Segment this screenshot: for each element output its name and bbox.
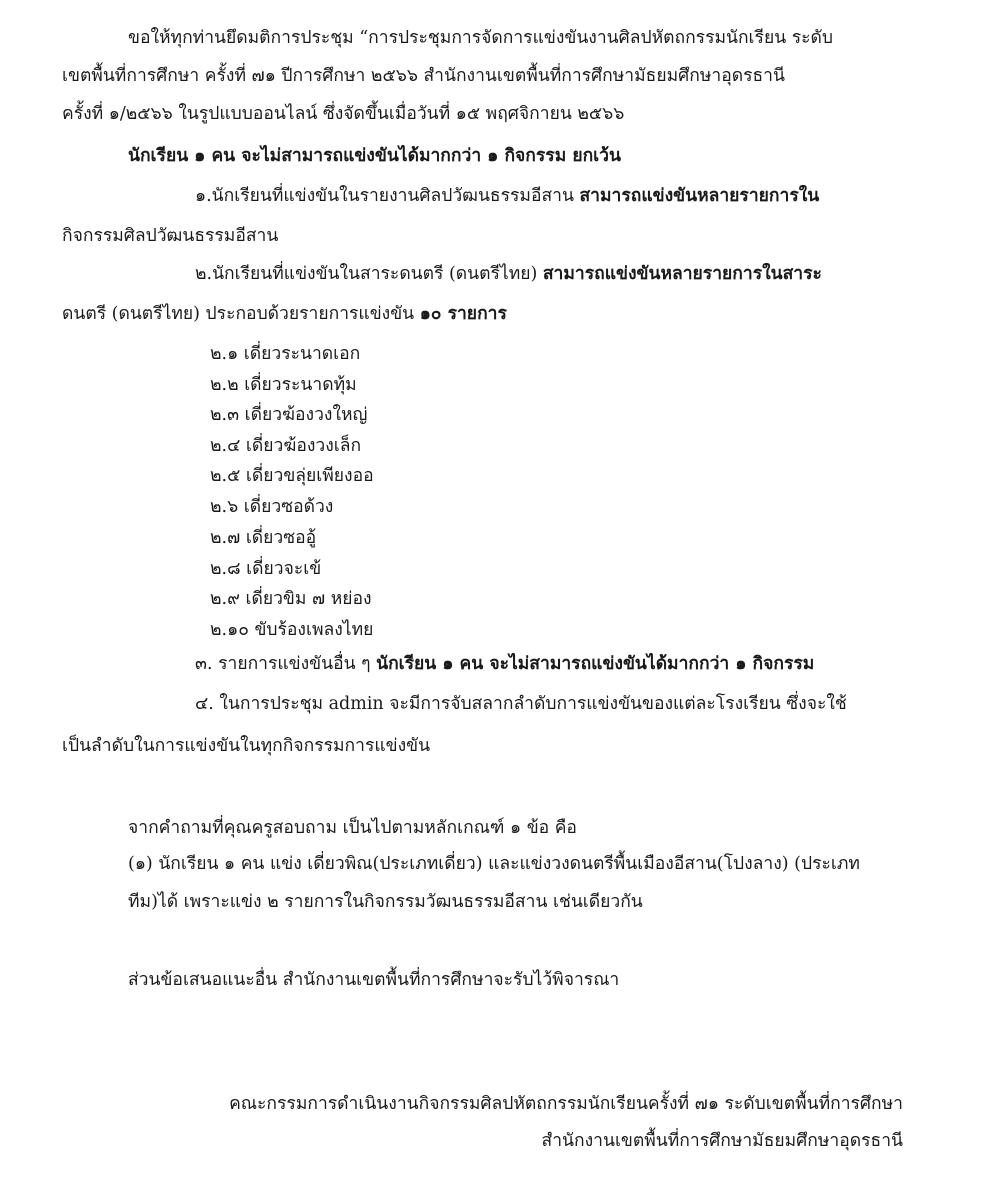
item-4-line-1: ๔. ในการประชุม admin จะมีการจับสลากลำดับการแข่งขันของแต่ละโรงเรียน ซึ่งจะใช้ bbox=[195, 694, 847, 714]
answer-line-3: ทีม)ได้ เพราะแข่ง ๒ รายการในกิจกรรมวัฒนธรรมอีสาน เช่นเดียวกัน bbox=[128, 892, 643, 912]
item-3-emphasis: นักเรียน ๑ คน จะไม่สามารถแข่งขันได้มากกว่า ๑ กิจกรรม bbox=[376, 654, 815, 674]
list-item: ๒.๑๐ ขับร้องเพลงไทย bbox=[210, 620, 374, 640]
item-1-line-1 bbox=[195, 188, 819, 206]
list-item: ๒.๔ เดี่ยวฆ้องวงเล็ก bbox=[210, 436, 362, 456]
intro-line-3: ครั้งที่ ๑/๒๕๖๖ ในรูปแบบออนไลน์ ซึ่งจัดขึ้นเมื่อวันที่ ๑๕ พฤศจิกายน ๒๕๖๖ bbox=[62, 104, 625, 124]
item-1-line-2: กิจกรรมศิลปวัฒนธรรมอีสาน bbox=[62, 226, 279, 246]
item-3-text: ๓. รายการแข่งขันอื่น ๆ bbox=[195, 654, 377, 674]
rule-heading: นักเรียน ๑ คน จะไม่สามารถแข่งขันได้มากกว่า ๑ กิจกรรม ยกเว้น bbox=[128, 146, 621, 166]
other-note: ส่วนข้อเสนอแนะอื่น สำนักงานเขตพื้นที่การศึกษาจะรับไว้พิจารณา bbox=[128, 970, 620, 990]
item-2-text: ๒.นักเรียนที่แข่งขันในสาระดนตรี (ดนตรีไทย) bbox=[195, 264, 543, 284]
list-item: ๒.๒ เดี่ยวระนาดทุ้ม bbox=[210, 375, 357, 395]
item-2-line-2 bbox=[62, 306, 507, 324]
item-1-text: ๑.นักเรียนที่แข่งขันในรายงานศิลปวัฒนธรรมอีสาน bbox=[195, 186, 580, 206]
item-2-line-1 bbox=[195, 266, 822, 284]
signature-line-2: สำนักงานเขตพื้นที่การศึกษามัธยมศึกษาอุดรธานี bbox=[541, 1131, 903, 1151]
list-item: ๒.๗ เดี่ยวซออู้ bbox=[210, 528, 317, 548]
item-1-emphasis: สามารถแข่งขันหลายรายการใน bbox=[579, 186, 820, 206]
list-item: ๒.๘ เดี่ยวจะเข้ bbox=[210, 559, 322, 579]
list-item: ๒.๙ เดี่ยวขิม ๗ หย่อง bbox=[210, 589, 372, 609]
item-3 bbox=[195, 656, 814, 674]
answer-line-1: จากคำถามที่คุณครูสอบถาม เป็นไปตามหลักเกณฑ์ ๑ ข้อ คือ bbox=[128, 818, 577, 838]
item-2-emphasis: สามารถแข่งขันหลายรายการในสาระ bbox=[542, 264, 822, 284]
signature-line-1: คณะกรรมการดำเนินงานกิจกรรมศิลปหัตถกรรมนักเรียนครั้งที่ ๗๑ ระดับเขตพื้นที่การศึกษา bbox=[229, 1094, 903, 1114]
intro-line-1: ขอให้ทุกท่านยึดมติการประชุม “การประชุมการจัดการแข่งขันงานศิลปหัตถกรรมนักเรียน ระดับ bbox=[128, 28, 833, 48]
list-item: ๒.๕ เดี่ยวขลุ่ยเพียงออ bbox=[210, 466, 374, 486]
list-item: ๒.๑ เดี่ยวระนาดเอก bbox=[210, 344, 361, 364]
intro-line-2: เขตพื้นที่การศึกษา ครั้งที่ ๗๑ ปีการศึกษา ๒๕๖๖ สำนักงานเขตพื้นที่การศึกษามัธยมศึกษาอุดรธานี bbox=[62, 66, 785, 86]
answer-line-2: (๑) นักเรียน ๑ คน แข่ง เดี่ยวพิณ(ประเภทเดี่ยว) และแข่งวงดนตรีพื้นเมืองอีสาน(โปงลาง) (ประเภท bbox=[128, 854, 860, 874]
item-2-line-2-text: ดนตรี (ดนตรีไทย) ประกอบด้วยรายการแข่งขัน bbox=[62, 304, 420, 324]
item-2-line-2-count: ๑๐ รายการ bbox=[419, 304, 507, 324]
list-item: ๒.๖ เดี่ยวซอด้วง bbox=[210, 497, 334, 517]
item-4-line-2: เป็นลำดับในการแข่งขันในทุกกิจกรรมการแข่งขัน bbox=[62, 736, 431, 756]
list-item: ๒.๓ เดี่ยวฆ้องวงใหญ่ bbox=[210, 405, 368, 425]
